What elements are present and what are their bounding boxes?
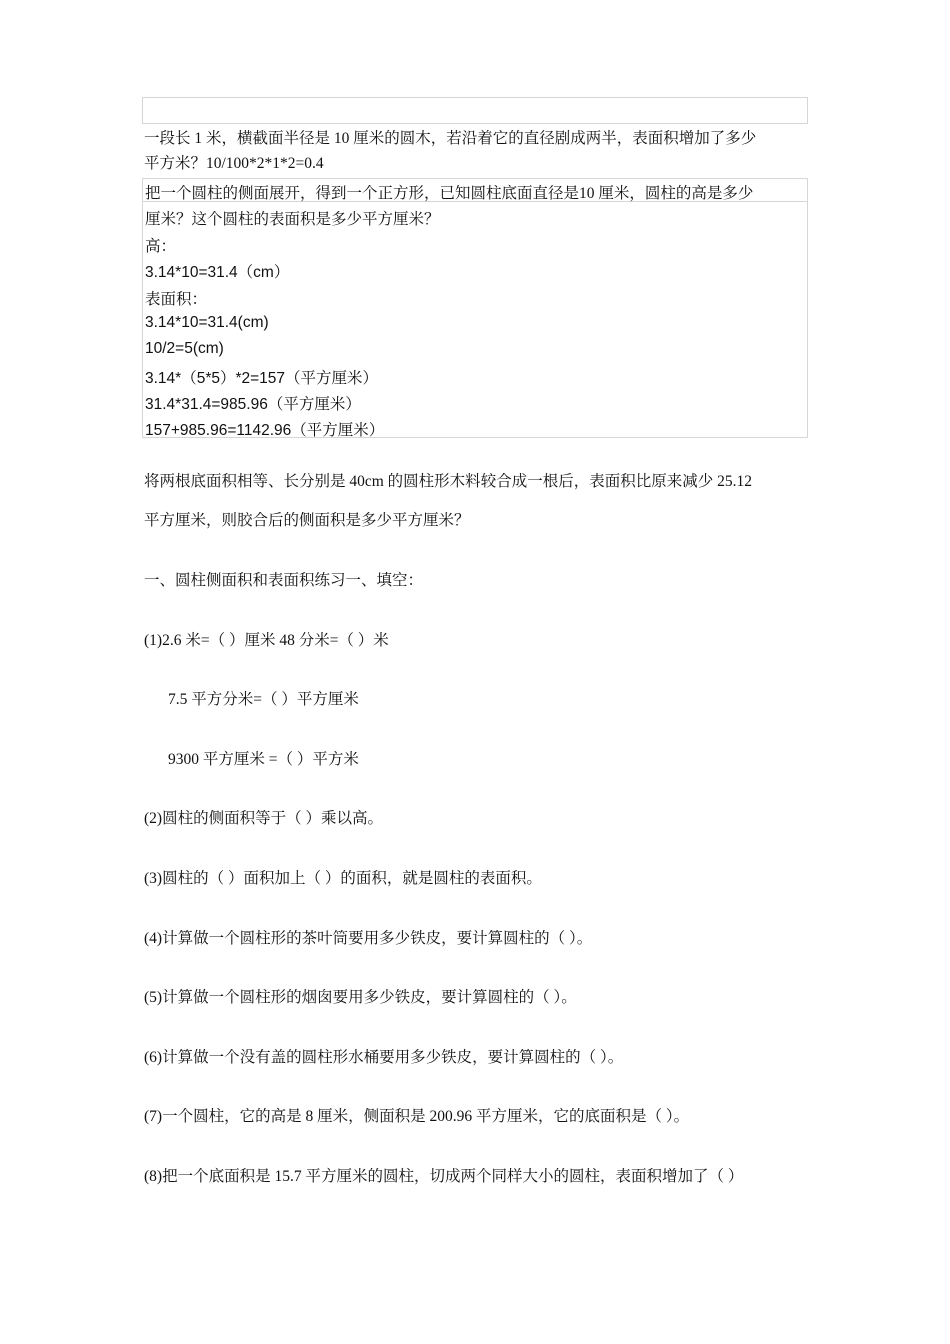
problem-3-line-1: 将两根底面积相等、长分别是 40cm 的圆柱形木料较合成一根后，表面积比原来减少 25.12 [144,473,752,490]
question-8: (8)把一个底面积是 15.7 平方厘米的圆柱，切成两个同样大小的圆柱，表面积增加了（ ） [144,1168,744,1185]
section-title: 一、圆柱侧面积和表面积练习一、填空： [144,572,424,589]
question-3: (3)圆柱的（ ）面积加上（ ）的面积，就是圆柱的表面积。 [144,870,542,887]
calc-line-1: 3.14*10=31.4(cm) [145,314,269,331]
question-7: (7)一个圆柱，它的高是 8 厘米，侧面积是 200.96 平方厘米，它的底面积是（ ）。 [144,1108,690,1125]
question-4: (4)计算做一个圆柱形的茶叶筒要用多少铁皮，要计算圆柱的（ ）。 [144,930,593,947]
calc-line-3: 3.14*（5*5）*2=157（平方厘米） [145,370,379,387]
problem-2-question-line-1: 把一个圆柱的侧面展开，得到一个正方形，已知圆柱底面直径是10 厘米，圆柱的高是多少 [145,185,754,202]
height-calc: 3.14*10=31.4（cm） [145,264,290,281]
height-label: 高： [145,238,177,255]
calc-line-2: 10/2=5(cm) [145,340,224,357]
problem-1 [144,126,812,176]
problem-1-line-2: 平方米？10/100*2*1*2=0.4 [144,155,324,172]
question-6: (6)计算做一个没有盖的圆柱形水桶要用多少铁皮，要计算圆柱的（ ）。 [144,1049,624,1066]
empty-table-cell [142,97,808,124]
problem-2-box [142,178,808,438]
problem-3-line-2: 平方厘米，则胶合后的侧面积是多少平方厘米？ [144,512,470,529]
question-1a: (1)2.6 米=（ ）厘米 48 分米=（ ）米 [144,632,389,649]
calc-line-4: 31.4*31.4=985.96（平方厘米） [145,396,361,413]
question-5: (5)计算做一个圆柱形的烟囱要用多少铁皮，要计算圆柱的（ ）。 [144,989,577,1006]
question-2: (2)圆柱的侧面积等于（ ）乘以高。 [144,810,383,827]
problem-2-question-line-2: 厘米？这个圆柱的表面积是多少平方厘米？ [145,211,440,228]
problem-1-line-1: 一段长 1 米，横截面半径是 10 厘米的圆木，若沿着它的直径剧成两半，表面积增加了多少 [144,130,757,147]
question-1b: 7.5 平方分米=（ ）平方厘米 [168,691,359,708]
question-1c: 9300 平方厘米 =（ ）平方米 [168,751,359,768]
calc-line-5: 157+985.96=1142.96（平方厘米） [145,422,385,439]
area-label: 表面积： [145,291,208,308]
